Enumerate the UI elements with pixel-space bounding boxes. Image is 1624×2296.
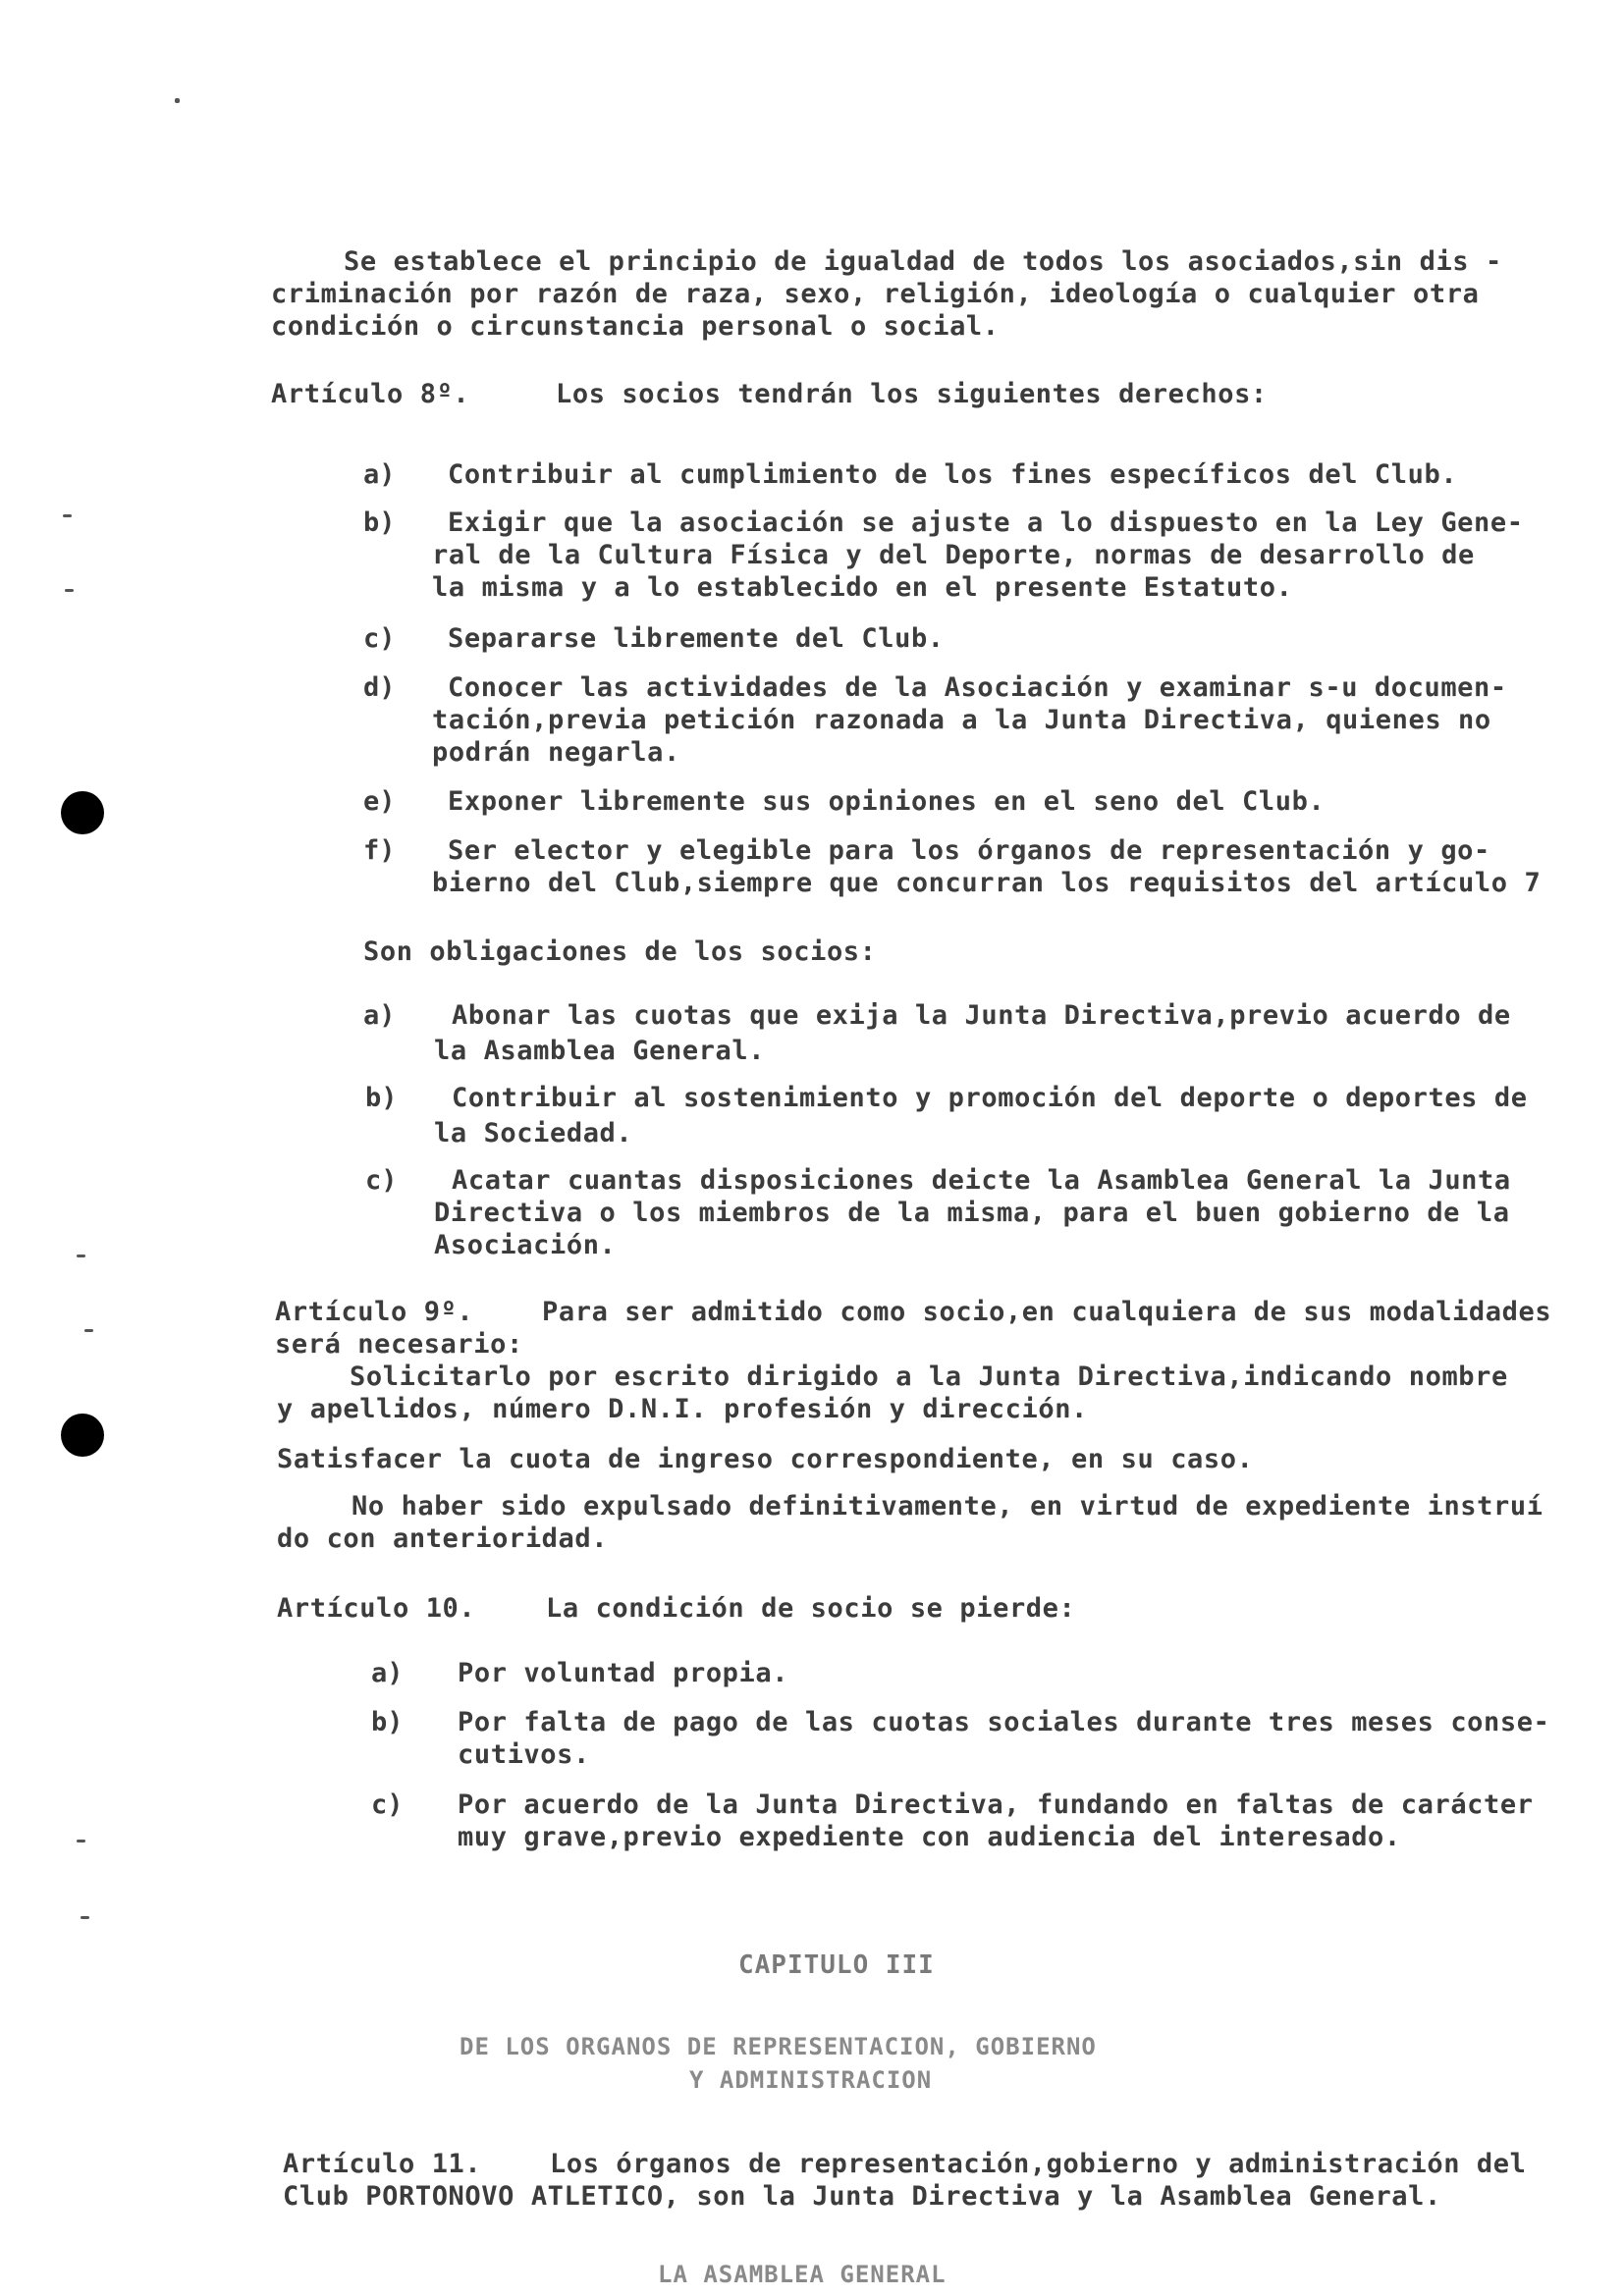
list-marker: f): [363, 835, 396, 866]
right-item-d: podrán negarla.: [432, 737, 680, 768]
right-item-c: Separarse libremente del Club.: [448, 623, 945, 654]
punch-hole-bottom: [61, 1414, 104, 1457]
article-11-text: Los órganos de representación,gobierno y administración del: [550, 2149, 1527, 2179]
margin-speck: [65, 589, 74, 592]
intro-line: Se establece el principio de igualdad de todos los asociados,sin dis -: [344, 246, 1502, 277]
obligation-item-c: Asociación.: [434, 1230, 617, 1260]
obligation-item-b: la Sociedad.: [434, 1118, 633, 1148]
chapter-subtitle: Y ADMINISTRACION: [689, 2066, 933, 2094]
intro-line: condición o circunstancia personal o social.: [271, 311, 1000, 342]
intro-line: criminación por razón de raza, sexo, religión, ideología o cualquier otra: [271, 279, 1480, 309]
loss-item-c: muy grave,previo expediente con audiencia del interesado.: [458, 1822, 1401, 1852]
obligation-item-c: Directiva o los miembros de la misma, para el buen gobierno de la: [434, 1198, 1510, 1228]
right-item-d: tación,previa petición razonada a la Junta Directiva, quienes no: [432, 705, 1491, 735]
section-heading: LA ASAMBLEA GENERAL: [658, 2261, 947, 2288]
list-marker: a): [363, 459, 396, 490]
article-10-title: La condición de socio se pierde:: [546, 1593, 1076, 1624]
right-item-f: bierno del Club,siempre que concurran los requisitos del artículo 7: [432, 868, 1542, 898]
chapter-subtitle: DE LOS ORGANOS DE REPRESENTACION, GOBIERNO: [460, 2033, 1097, 2060]
article-9-requirement: No haber sido expulsado definitivamente, en virtud de expediente instruí: [352, 1491, 1543, 1522]
right-item-b: la misma y a lo establecido en el presente Estatuto.: [432, 572, 1293, 603]
right-item-d: Conocer las actividades de la Asociación y examinar s-u documen-: [448, 672, 1507, 703]
list-marker: c): [363, 623, 396, 654]
right-item-f: Ser elector y elegible para los órganos de representación y go-: [448, 835, 1490, 866]
article-11-text: Club PORTONOVO ATLETICO, son la Junta Directiva y la Asamblea General.: [283, 2181, 1441, 2212]
list-marker: d): [363, 672, 396, 703]
article-9-label: Artículo 9º.: [275, 1297, 474, 1327]
obligation-item-c: Acatar cuantas disposiciones deicte la Asamblea General la Junta: [452, 1165, 1511, 1196]
article-10-label: Artículo 10.: [277, 1593, 476, 1624]
list-marker: c): [371, 1789, 404, 1820]
right-item-b: Exigir que la asociación se ajuste a lo dispuesto en la Ley Gene-: [448, 507, 1524, 538]
obligation-item-a: la Asamblea General.: [434, 1036, 766, 1066]
margin-speck: [77, 1255, 85, 1257]
list-marker: b): [363, 507, 396, 538]
chapter-title: CAPITULO III: [738, 1950, 935, 1980]
list-marker: c): [365, 1165, 398, 1196]
list-marker: a): [363, 1000, 396, 1031]
loss-item-c: Por acuerdo de la Junta Directiva, fundando en faltas de carácter: [458, 1789, 1534, 1820]
right-item-e: Exponer libremente sus opiniones en el seno del Club.: [448, 786, 1326, 817]
punch-hole-top: [61, 791, 104, 834]
article-9-requirement: Solicitarlo por escrito dirigido a la Junta Directiva,indicando nombre: [350, 1362, 1508, 1392]
list-marker: b): [365, 1083, 398, 1113]
right-item-b: ral de la Cultura Física y del Deporte, normas de desarrollo de: [432, 540, 1475, 570]
right-item-a: Contribuir al cumplimiento de los fines específicos del Club.: [448, 459, 1458, 490]
article-9-title: será necesario:: [275, 1329, 523, 1360]
loss-item-b: cutivos.: [458, 1739, 590, 1770]
obligation-item-b: Contribuir al sostenimiento y promoción del deporte o deportes de: [452, 1083, 1528, 1113]
article-9-requirement: y apellidos, número D.N.I. profesión y dirección.: [277, 1394, 1088, 1424]
article-9-requirement: Satisfacer la cuota de ingreso correspondiente, en su caso.: [277, 1444, 1254, 1474]
margin-speck: [84, 1329, 93, 1332]
list-marker: b): [371, 1707, 404, 1737]
obligation-item-a: Abonar las cuotas que exija la Junta Directiva,previo acuerdo de: [452, 1000, 1511, 1031]
article-8-label: Artículo 8º.: [271, 379, 470, 409]
list-marker: a): [371, 1658, 404, 1688]
article-11-label: Artículo 11.: [283, 2149, 482, 2179]
loss-item-a: Por voluntad propia.: [458, 1658, 789, 1688]
margin-speck: [63, 514, 72, 517]
article-9-requirement: do con anterioridad.: [277, 1523, 609, 1554]
margin-speck: [175, 98, 180, 103]
margin-speck: [81, 1916, 89, 1919]
list-marker: e): [363, 786, 396, 817]
margin-speck: [77, 1840, 85, 1842]
article-8-title: Los socios tendrán los siguientes derechos:: [556, 379, 1268, 409]
article-9-title: Para ser admitido como socio,en cualquiera de sus modalidades: [542, 1297, 1552, 1327]
loss-item-b: Por falta de pago de las cuotas sociales durante tres meses conse-: [458, 1707, 1550, 1737]
obligations-title: Son obligaciones de los socios:: [363, 936, 877, 967]
